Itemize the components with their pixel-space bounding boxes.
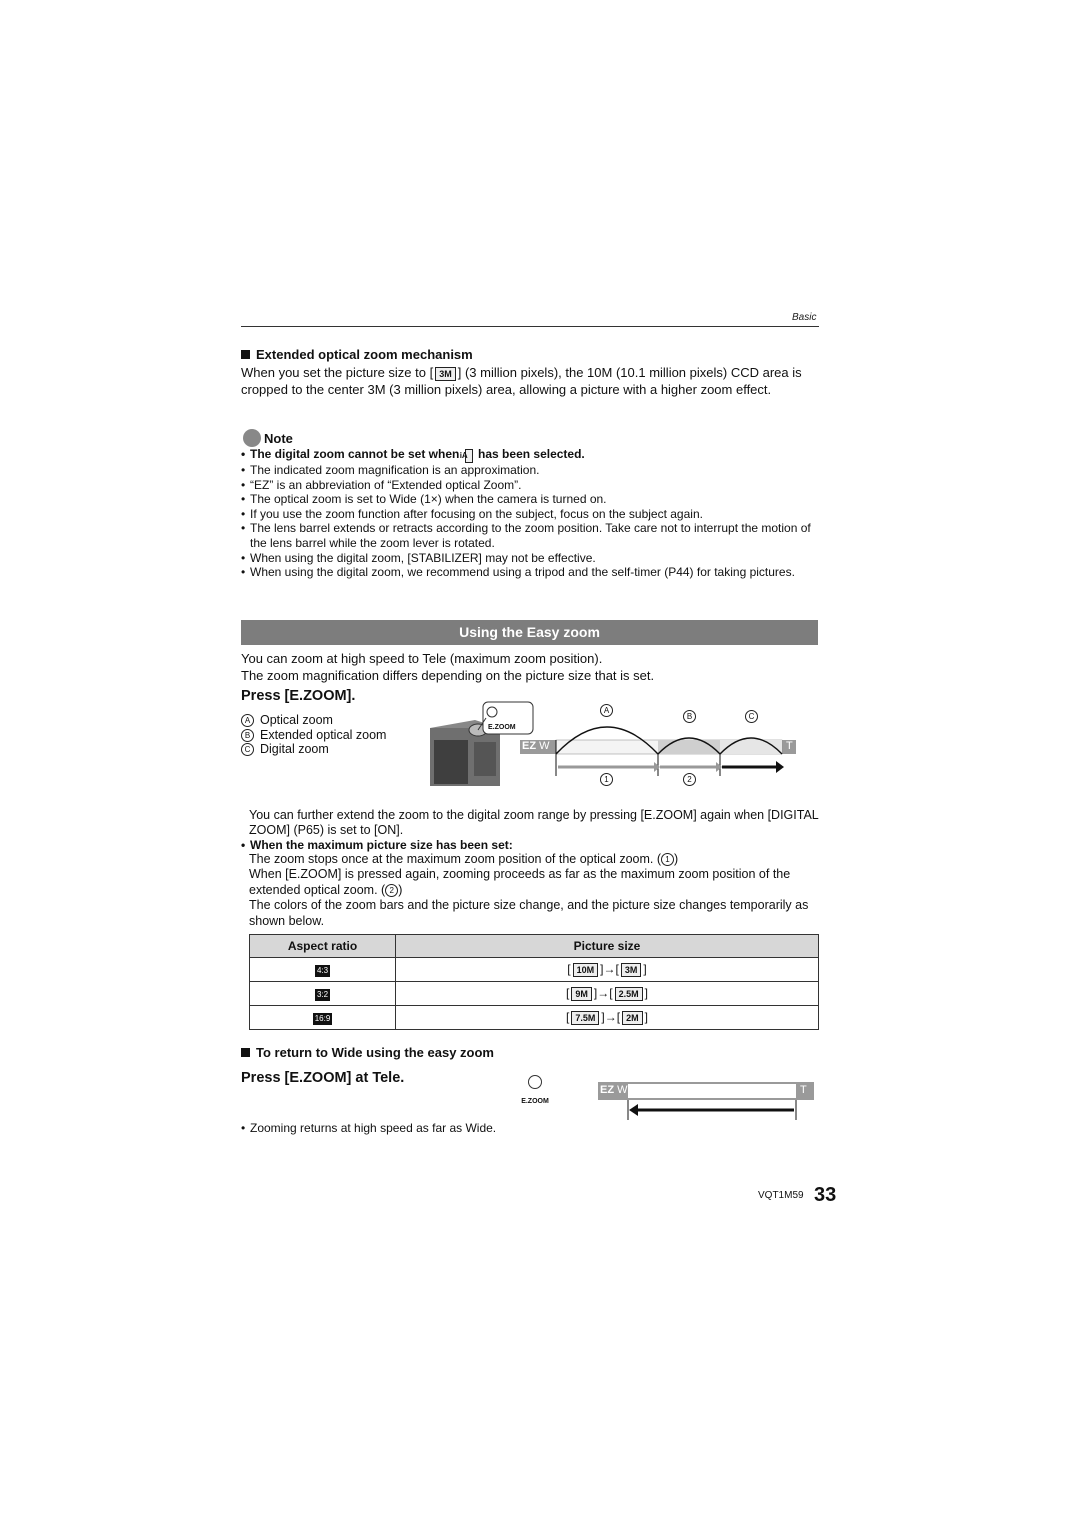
ez-label: EZ W <box>522 740 550 752</box>
note-heading: Note <box>243 429 293 447</box>
tele-label: T <box>786 740 793 752</box>
picture-size-icon: 10M <box>573 963 599 977</box>
square-bullet-icon <box>241 1048 250 1057</box>
zoom-bar-diagram <box>520 700 796 792</box>
return-zoom-bar <box>598 1082 814 1122</box>
square-bullet-icon <box>241 350 250 359</box>
picture-size-3m-icon: 3M <box>435 367 456 381</box>
ezoom-button-label: E.ZOOM <box>488 724 516 731</box>
note-item: • The indicated zoom magnification is an approximation. <box>241 463 821 478</box>
step-mark-2: 2 <box>683 773 696 786</box>
aspect-ratio-icon: 3:2 <box>316 990 329 999</box>
ext-zoom-paragraph: When you set the picture size to [ 3M ] (3 million pixels), the 10M (10.1 million pixels) CCD area is cropped to the center 3M (3 million pixels) area, allowing a picture with a higher zoom effect. <box>241 365 802 397</box>
zoom-legend <box>241 713 386 757</box>
note-pencil-icon <box>243 429 261 447</box>
press-ezoom-tele-heading: Press [E.ZOOM] at Tele. <box>241 1070 405 1086</box>
table-row: 3:2 [ 9M ]→[ 2.5M ] <box>250 982 819 1006</box>
ezoom-button-label: E.ZOOM <box>521 1098 549 1105</box>
picture-size-icon: 9M <box>571 987 592 1001</box>
zone-mark-c: C <box>745 710 758 723</box>
easy-zoom-intro-1: You can zoom at high speed to Tele (maximum zoom position). <box>241 651 603 666</box>
easy-zoom-intro-2: The zoom magnification differs depending on the picture size that is set. <box>241 668 655 683</box>
note-item: • “EZ” is an abbreviation of “Extended optical Zoom”. <box>241 478 821 493</box>
note-item: • When using the digital zoom, we recommend using a tripod and the self-timer (P44) for taking pictures. <box>241 565 821 580</box>
return-wide-heading: To return to Wide using the easy zoom <box>241 1045 494 1060</box>
section-label: Basic <box>792 312 817 323</box>
table-header: Aspect ratio <box>250 935 396 958</box>
picture-size-table <box>249 934 819 1030</box>
press-ezoom-heading: Press [E.ZOOM]. <box>241 688 356 704</box>
max-size-paragraph: The zoom stops once at the maximum zoom position of the optical zoom. ( 1 ) When [E.ZOOM] is pressed again, zooming proceeds as far as the maximum zoom position of the extended optical zoom. ( 2 ) The colors of the zoom bars and the picture size change, and the picture size changes temporarily as shown below. <box>249 852 809 928</box>
legend-item: C Digital zoom <box>241 742 386 757</box>
note-item: • The optical zoom is set to Wide (1×) when the camera is turned on. <box>241 492 821 507</box>
max-size-heading: • When the maximum picture size has been set: <box>241 838 821 853</box>
zone-mark-b: B <box>683 710 696 723</box>
table-row: 4:3 [ 10M ]→[ 3M ] <box>250 958 819 982</box>
note-item: • When using the digital zoom, [STABILIZER] may not be effective. <box>241 551 821 566</box>
picture-size-icon: 3M <box>621 963 642 977</box>
return-wide-item: • Zooming returns at high speed as far as Wide. <box>241 1121 821 1136</box>
return-arrow-diagram <box>598 1082 814 1122</box>
legend-item: B Extended optical zoom <box>241 728 386 743</box>
further-paragraph: You can further extend the zoom to the digital zoom range by pressing [E.ZOOM] again when [DIGITAL ZOOM] (P65) is set to [ON]. <box>249 808 819 838</box>
note-item: • If you use the zoom function after focusing on the subject, focus on the subject again. <box>241 507 821 522</box>
picture-size-icon: 7.5M <box>571 1011 599 1025</box>
ez-label: EZ W <box>600 1084 628 1096</box>
zone-mark-a: A <box>600 704 613 717</box>
step-mark-1: 1 <box>600 773 613 786</box>
intelligent-auto-icon: iA <box>465 449 473 463</box>
ezoom-button-illustration <box>518 1073 552 1105</box>
picture-size-icon: 2M <box>622 1011 643 1025</box>
model-code: VQT1M59 <box>758 1190 804 1201</box>
picture-size-icon: 2.5M <box>615 987 643 1001</box>
ext-zoom-heading: Extended optical zoom mechanism <box>241 347 473 362</box>
page-number: 33 <box>814 1184 837 1206</box>
header-rule <box>241 326 819 327</box>
ezoom-button-icon <box>518 1073 552 1093</box>
table-row: 16:9 [ 7.5M ]→[ 2M ] <box>250 1006 819 1030</box>
easy-zoom-title: Using the Easy zoom <box>241 620 818 645</box>
table-header: Picture size <box>396 935 819 958</box>
tele-label: T <box>800 1084 807 1096</box>
aspect-ratio-icon: 4:3 <box>316 966 329 975</box>
return-wide-list <box>241 1121 821 1136</box>
aspect-ratio-icon: 16:9 <box>314 1014 331 1023</box>
max-size-list <box>241 838 821 853</box>
note-item: • The lens barrel extends or retracts according to the zoom position. Take care not to interrupt the motion of the lens barrel while the zoom lever is rotated. <box>241 521 821 550</box>
note-item: • The digital zoom cannot be set when iA has been selected. <box>241 447 821 463</box>
note-list <box>241 447 821 580</box>
legend-item: A Optical zoom <box>241 713 386 728</box>
